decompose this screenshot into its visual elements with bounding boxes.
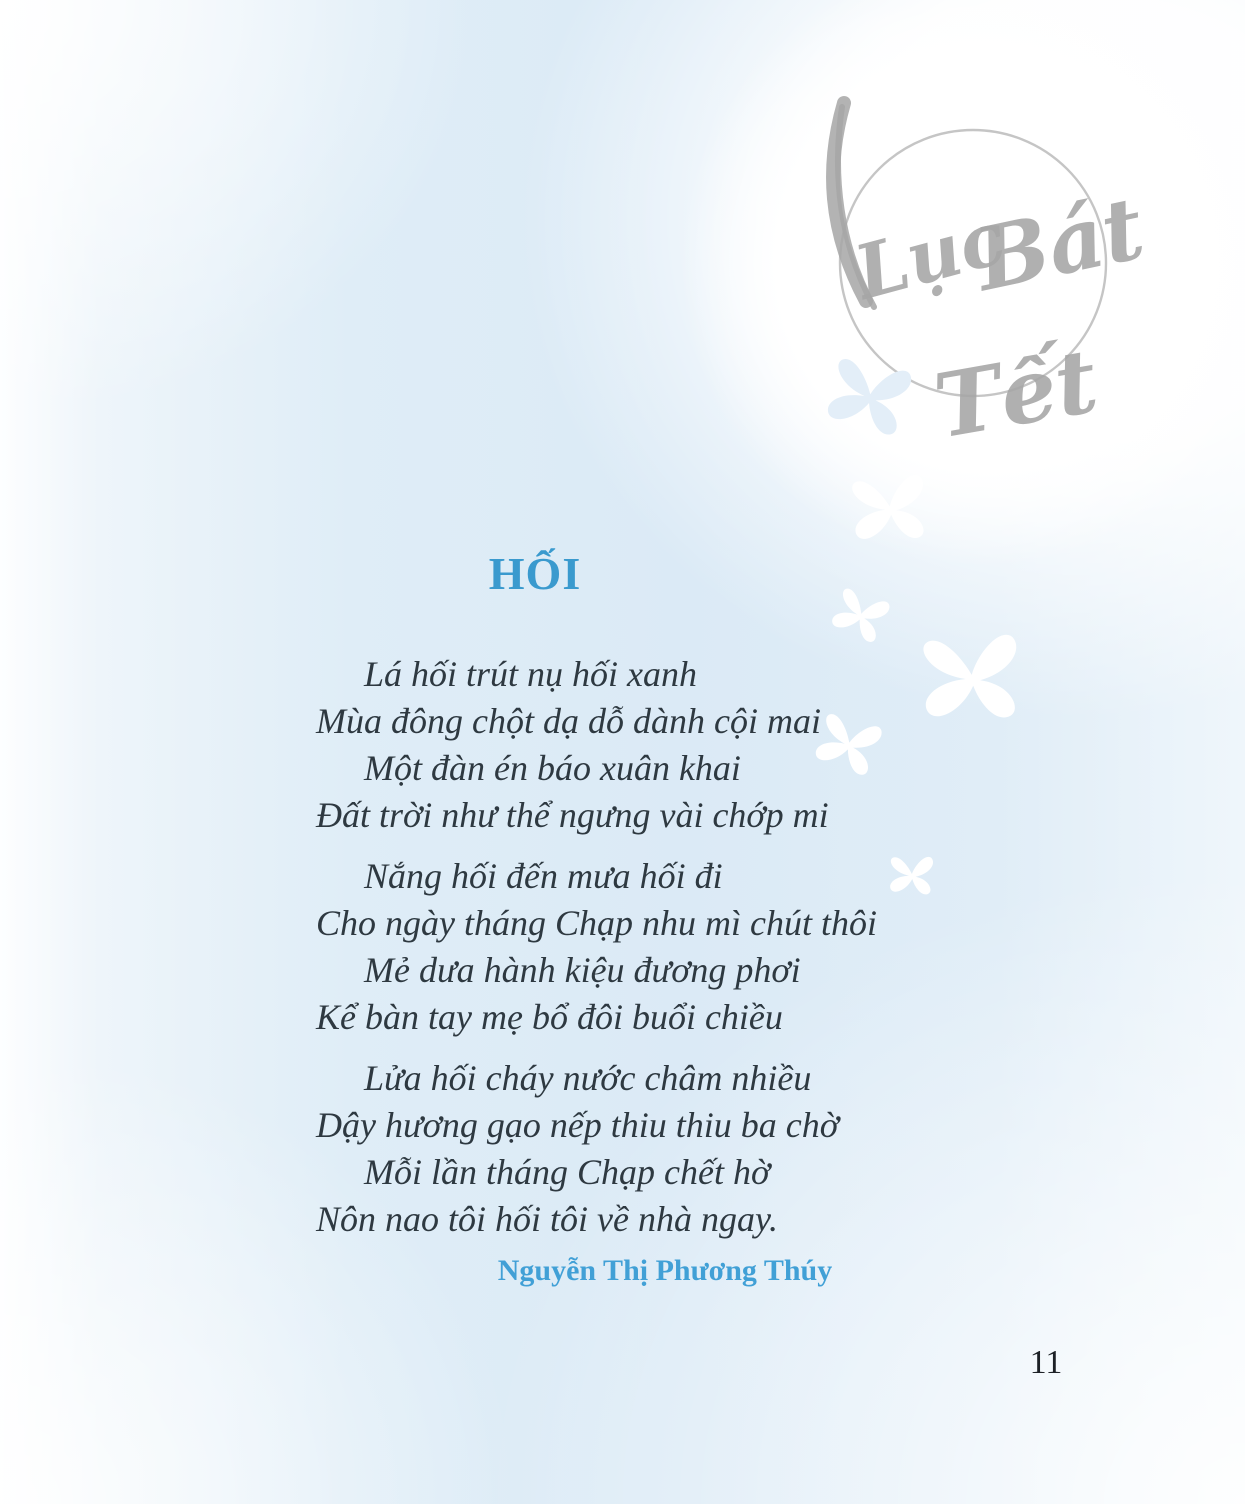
poem-line: Mẻ dưa hành kiệu đương phơi [364,950,801,990]
butterfly-icon [841,459,938,556]
butterfly-icon [903,614,1041,740]
poem-title: HỐI [488,548,582,599]
logo-word-tet: Tết [927,327,1105,459]
page-number: 11 [1029,1344,1063,1381]
butterfly-icon [882,848,941,902]
poem-stanza [316,1055,876,1243]
poem-line: Kể bàn tay mẹ bổ đôi buổi chiều [316,997,783,1037]
poem-line: Một đàn én báo xuân khai [364,748,741,788]
poem-author: Nguyễn Thị Phương Thúy [497,1254,833,1287]
butterfly-icon [820,346,919,445]
poem-line: Mỗi lần tháng Chạp chết hờ [364,1152,771,1192]
poem-line: Lửa hối cháy nước châm nhiều [364,1058,812,1098]
poem-line: Cho ngày tháng Chạp nhu mì chút thôi [316,903,877,943]
butterfly-icon [825,579,897,651]
poem-line: Lá hối trút nụ hối xanh [364,654,698,694]
poem-line: Mùa đông chột dạ dỗ dành cội mai [316,701,821,741]
logo-word-bat: Bát [966,177,1153,312]
logo-word-luc: Lục [846,194,1015,317]
poem-line: Nôn nao tôi hối tôi về nhà ngay. [316,1199,778,1239]
poem-stanza [316,853,876,1041]
poem-line: Đất trời như thể ngưng vài chớp mi [316,795,829,835]
poem-line: Dậy hương gạo nếp thiu thiu ba chờ [316,1105,840,1145]
poem-line: Nắng hối đến mưa hối đi [364,856,723,896]
poem-body [316,651,876,1257]
poem-stanza [316,651,876,839]
